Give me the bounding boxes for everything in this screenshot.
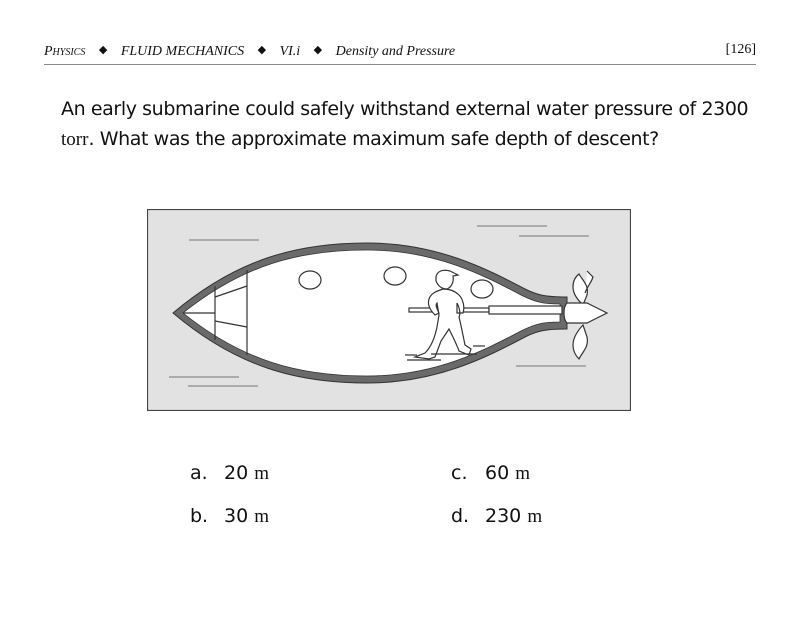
- answer-choice-a[interactable]: [190, 462, 269, 485]
- breadcrumb-subject: Physics: [44, 44, 86, 59]
- answer-choice-d[interactable]: [451, 505, 542, 528]
- answer-letter: c.: [451, 462, 468, 484]
- diamond-separator-icon: ◆: [257, 44, 267, 56]
- breadcrumb-chapter: VI.i: [279, 44, 301, 59]
- answer-letter: a.: [190, 462, 208, 484]
- answer-value: 230: [485, 505, 522, 527]
- submarine-illustration: [147, 209, 631, 411]
- answer-value: 20: [224, 462, 249, 484]
- answer-unit: m: [254, 506, 270, 527]
- diamond-separator-icon: ◆: [313, 44, 323, 56]
- answer-choice-c[interactable]: [451, 462, 530, 485]
- page-header: [44, 38, 756, 65]
- breadcrumb-topic: Density and Pressure: [335, 44, 456, 59]
- answer-unit: m: [527, 506, 543, 527]
- diamond-separator-icon: ◆: [98, 44, 108, 56]
- page-number: [126]: [725, 42, 756, 57]
- breadcrumb-section: FLUID MECHANICS: [120, 44, 245, 59]
- question-line1: An early submarine could safely withstand external water pressure of 2300: [61, 98, 749, 120]
- question-unit: torr: [61, 129, 89, 150]
- answer-choice-b[interactable]: [190, 505, 269, 528]
- answer-unit: m: [515, 463, 531, 484]
- question-text: [61, 94, 761, 155]
- submarine-figure: [147, 209, 631, 411]
- answer-letter: b.: [190, 505, 209, 527]
- breadcrumb: [44, 44, 455, 60]
- answer-unit: m: [254, 463, 270, 484]
- answer-value: 60: [485, 462, 510, 484]
- question-line2: . What was the approximate maximum safe depth of descent?: [88, 128, 659, 150]
- answer-letter: d.: [451, 505, 470, 527]
- answer-value: 30: [224, 505, 249, 527]
